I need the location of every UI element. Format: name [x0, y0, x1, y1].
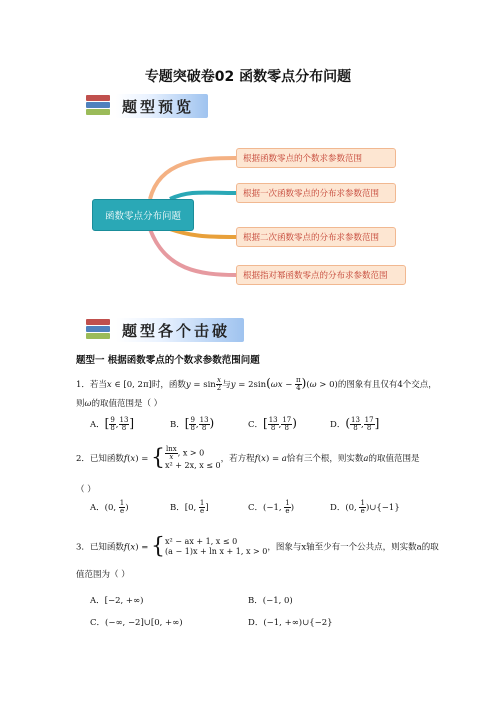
q2-option-b[interactable]: B．[0, $\frac{1}{e}$ ]	[170, 499, 209, 515]
connector-1	[150, 158, 236, 199]
q1-text-1: 时，函数	[151, 380, 186, 390]
section-title-preview: 题型预览	[116, 94, 208, 118]
q1-option-c[interactable]: C．[ $\frac{13}{8}$ , $\frac{17}{8}$ )	[248, 416, 297, 432]
question-3-line-2: 值范围为（ ）	[76, 570, 130, 580]
q1-range: [0, 2π]	[123, 380, 152, 390]
type-one-heading: 题型一 根据函数零点的个数求参数范围问题	[76, 355, 260, 366]
question-1-line-2: 则ω的取值范围是（ ）	[76, 399, 163, 409]
connector-4	[150, 229, 236, 275]
q3-option-b[interactable]: B．(−1, 0)	[248, 596, 293, 606]
q1-option-b[interactable]: B．[ $\frac{9}{8}$ , $\frac{13}{8}$ )	[170, 416, 215, 432]
question-1-line-1: 1．若当x ∈ [0, 2π]时，函数y = sin $\frac{x}{2}$ 与y = 2sin(ωx − $\frac{\pi}{4}$ )(ω > 0)的图象有且仅有4个交点，	[76, 376, 437, 392]
mindmap-branch-4: 根据指对幂函数零点的分布求参数范围	[236, 265, 406, 285]
q3-num: 3．已知函数	[76, 542, 124, 553]
mindmap-branch-3: 根据二次函数零点的分布求参数范围	[236, 227, 396, 247]
books-icon	[84, 93, 112, 119]
mindmap-branch-1: 根据函数零点的个数求参数范围	[236, 148, 396, 168]
q1-option-d[interactable]: D．( $\frac{13}{8}$ , $\frac{17}{8}$ ]	[330, 416, 380, 432]
q1-option-a[interactable]: A．[ $\frac{9}{8}$ , $\frac{13}{8}$ ]	[90, 416, 135, 432]
q2-option-a[interactable]: A．(0, $\frac{1}{e}$ )	[90, 499, 129, 515]
q3-option-a[interactable]: A．[−2, +∞)	[90, 596, 144, 606]
books-icon	[84, 317, 112, 343]
q2-option-c[interactable]: C．(−1, $\frac{1}{e}$ )	[248, 499, 295, 515]
q1-text-2: 与	[222, 380, 231, 390]
q2-num: 2．已知函数	[76, 454, 124, 464]
page-title: 专题突破卷02 函数零点分布问题	[144, 69, 352, 85]
q1-text-3: 的图象有且仅有4个交点，	[337, 380, 437, 390]
q3-option-d[interactable]: D．(−1, +∞)∪{−2}	[248, 618, 333, 628]
mindmap-branch-2: 根据一次函数零点的分布求参数范围	[236, 183, 396, 203]
section-header-practice	[84, 316, 244, 344]
q1-num: 1．若当	[76, 380, 107, 390]
mindmap-center-node: 函数零点分布问题	[92, 199, 194, 231]
section-title-practice: 题型各个击破	[116, 318, 244, 342]
question-3-line-1: 3．已知函数f(x) = { x² − ax + 1, x ≤ 0 (a − 1)x + ln x + 1, x > 0 ，图象与x轴至少有一个公共点，则实数a的取	[76, 534, 439, 559]
section-header-preview	[84, 92, 208, 120]
q2-option-d[interactable]: D．(0, $\frac{1}{e}$ )∪{−1}	[330, 499, 400, 515]
question-2-line-1: 2．已知函数f(x) = { $\frac{\ln x}{x}$ , x > 0 x² + 2x, x ≤ 0 ，若方程f(x) = a恰有三个根，则实数a的取值范围是	[76, 445, 420, 471]
q3-option-c[interactable]: C．(−∞, −2]∪[0, +∞)	[90, 618, 183, 628]
question-2-line-2: （ ）	[76, 485, 96, 495]
